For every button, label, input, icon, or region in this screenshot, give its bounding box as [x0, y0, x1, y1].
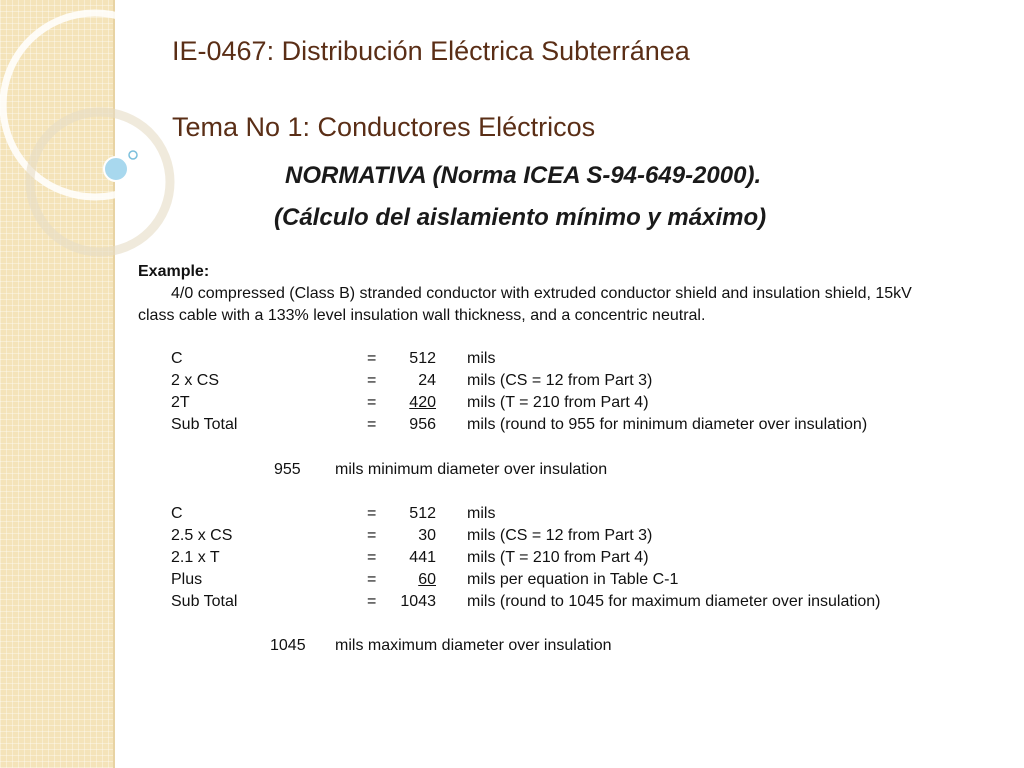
row-value: 512	[409, 505, 436, 522]
example-description-line-1: 4/0 compressed (Class B) stranded conductor with extruded conductor shield and insulation shield, 15kV	[171, 285, 912, 302]
calculation-heading: (Cálculo del aislamiento mínimo y máximo)	[274, 204, 767, 231]
row-value: 24	[418, 372, 436, 389]
row-label: Plus	[171, 571, 203, 588]
result-text: mils minimum diameter over insulation	[335, 461, 608, 478]
max-diameter-result	[0, 637, 1024, 659]
max-calc-row	[0, 505, 1024, 527]
row-equals: =	[367, 527, 377, 544]
row-label: 2T	[171, 394, 190, 411]
row-equals: =	[367, 505, 377, 522]
slide-title: IE-0467: Distribución Eléctrica Subterránea	[172, 36, 690, 66]
row-value: 956	[409, 416, 436, 433]
row-equals: =	[367, 416, 377, 433]
example-label: Example:	[138, 263, 210, 280]
row-label: C	[171, 350, 183, 367]
row-value: 30	[418, 527, 436, 544]
row-equals: =	[367, 571, 377, 588]
row-unit: mils (T = 210 from Part 4)	[467, 394, 649, 411]
result-value: 1045	[270, 637, 306, 654]
row-unit: mils	[467, 350, 496, 367]
row-equals: =	[367, 549, 377, 566]
row-value: 441	[409, 549, 436, 566]
max-calc-row	[0, 593, 1024, 615]
min-calc-row	[0, 350, 1024, 372]
row-value: 60	[418, 571, 436, 588]
max-calc-row	[0, 527, 1024, 549]
max-calc-row	[0, 571, 1024, 593]
row-label: 2 x CS	[171, 372, 220, 389]
row-label: C	[171, 505, 183, 522]
row-value: 1043	[400, 593, 436, 610]
row-label: Sub Total	[171, 593, 238, 610]
result-text: mils maximum diameter over insulation	[335, 637, 612, 654]
max-calc-row	[0, 549, 1024, 571]
row-unit: mils per equation in Table C-1	[467, 571, 679, 588]
min-calc-row	[0, 372, 1024, 394]
row-unit: mils (T = 210 from Part 4)	[467, 549, 649, 566]
row-equals: =	[367, 372, 377, 389]
row-unit: mils	[467, 505, 496, 522]
row-equals: =	[367, 593, 377, 610]
row-value: 512	[409, 350, 436, 367]
row-unit: mils (CS = 12 from Part 3)	[467, 372, 653, 389]
row-label: Sub Total	[171, 416, 238, 433]
row-equals: =	[367, 350, 377, 367]
row-label: 2.1 x T	[171, 549, 220, 566]
min-calc-row	[0, 394, 1024, 416]
row-value: 420	[409, 394, 436, 411]
slide-subtitle: Tema No 1: Conductores Eléctricos	[172, 112, 596, 142]
normativa-heading: NORMATIVA (Norma ICEA S-94-649-2000).	[285, 162, 762, 189]
decorative-dot-small	[129, 151, 137, 159]
min-calc-row	[0, 416, 1024, 438]
min-diameter-result	[0, 461, 1024, 483]
row-unit: mils (round to 955 for minimum diameter over insulation)	[467, 416, 868, 433]
row-unit: mils (round to 1045 for maximum diameter over insulation)	[467, 593, 881, 610]
row-unit: mils (CS = 12 from Part 3)	[467, 527, 653, 544]
row-label: 2.5 x CS	[171, 527, 233, 544]
result-value: 955	[274, 461, 301, 478]
example-description-line-2: class cable with a 133% level insulation wall thickness, and a concentric neutral.	[138, 307, 706, 324]
row-equals: =	[367, 394, 377, 411]
